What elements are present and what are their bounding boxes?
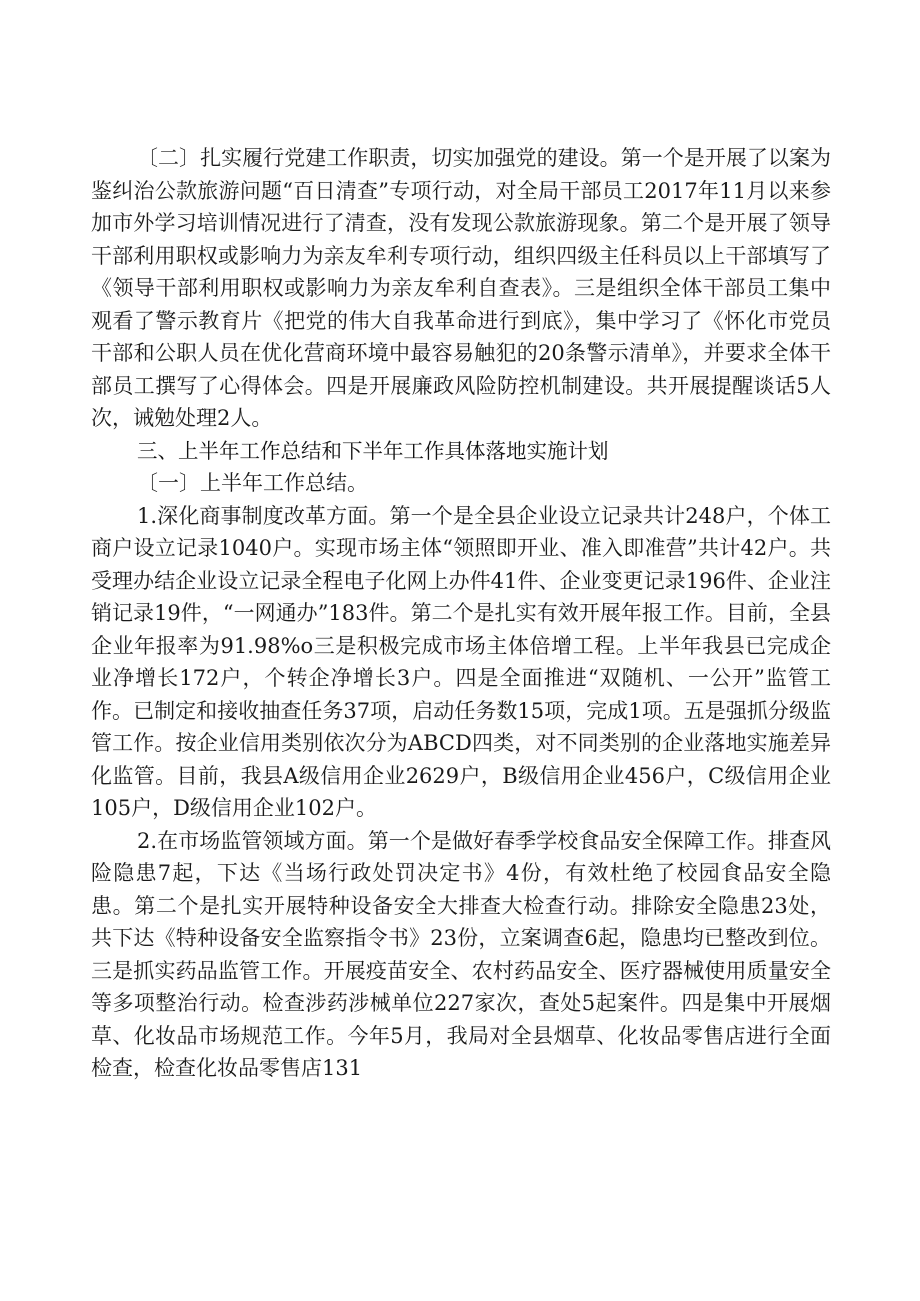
- paragraph-party-building: 〔二〕扎实履行党建工作职责，切实加强党的建设。第一个是开展了以案为鉴纠治公款旅游问题“百日清查”专项行动，对全局干部员工2017年11月以来参加市外学习培训情况进行了清查，没有发现公款旅游现象。第二个是开展了领导干部利用职权或影响力为亲友牟利专项行动，组织四级主任科员以上干部填写了《领导干部利用职权或影响力为亲友牟利自查表》。三是组织全体干部员工集中观看了警示教育片《把党的伟大自我革命进行到底》，集中学习了《怀化市党员干部和公职人员在优化营商环境中最容易触犯的20条警示清单》，并要求全体干部员工撰写了心得体会。四是开展廉政风险防控机制建设。共开展提醒谈话5人次，诫勉处理2人。: [91, 146, 831, 430]
- paragraph-market-supervision: 2.在市场监管领域方面。第一个是做好春季学校食品安全保障工作。排查风险隐患7起，下达《当场行政处罚决定书》4份，有效杜绝了校园食品安全隐患。第二个是扎实开展特种设备安全大排查大检查行动。排除安全隐患23处，共下达《特种设备安全监察指令书》23份，立案调查6起，隐患均已整改到位。三是抓实药品监管工作。开展疫苗安全、农村药品安全、医疗器械使用质量安全等多项整治行动。检查涉药涉械单位227家次，查处5起案件。四是集中开展烟草、化妆品市场规范工作。今年5月，我局对全县烟草、化妆品零售店进行全面检查，检查化妆品零售店131: [91, 828, 831, 1080]
- section-heading-three: 三、上半年工作总结和下半年工作具体落地实施计划: [137, 438, 609, 463]
- subheading-first-half-summary: 〔一〕上半年工作总结。: [137, 471, 368, 495]
- document-body: [91, 142, 831, 1085]
- paragraph-commercial-reform: 1.深化商事制度改革方面。第一个是全县企业设立记录共计248户，个体工商户设立记录1040户。实现市场主体“领照即开业、准入即准营”共计42户。共受理办结企业设立记录全程电子化网上办件41件、企业变更记录196件、企业注销记录19件，“一网通办”183件。第二个是扎实有效开展年报工作。目前，全县企业年报率为91.98%o三是积极完成市场主体倍增工程。上半年我县已完成企业净增长172户，个转企净增长3户。四是全面推进“双随机、一公开”监管工作。已制定和接收抽查任务37项，启动任务数15项，完成1项。五是强抓分级监管工作。按企业信用类别依次分为ABCD四类，对不同类别的企业落地实施差异化监管。目前，我县A级信用企业2629户，B级信用企业456户，C级信用企业105户，D级信用企业102户。: [91, 503, 831, 820]
